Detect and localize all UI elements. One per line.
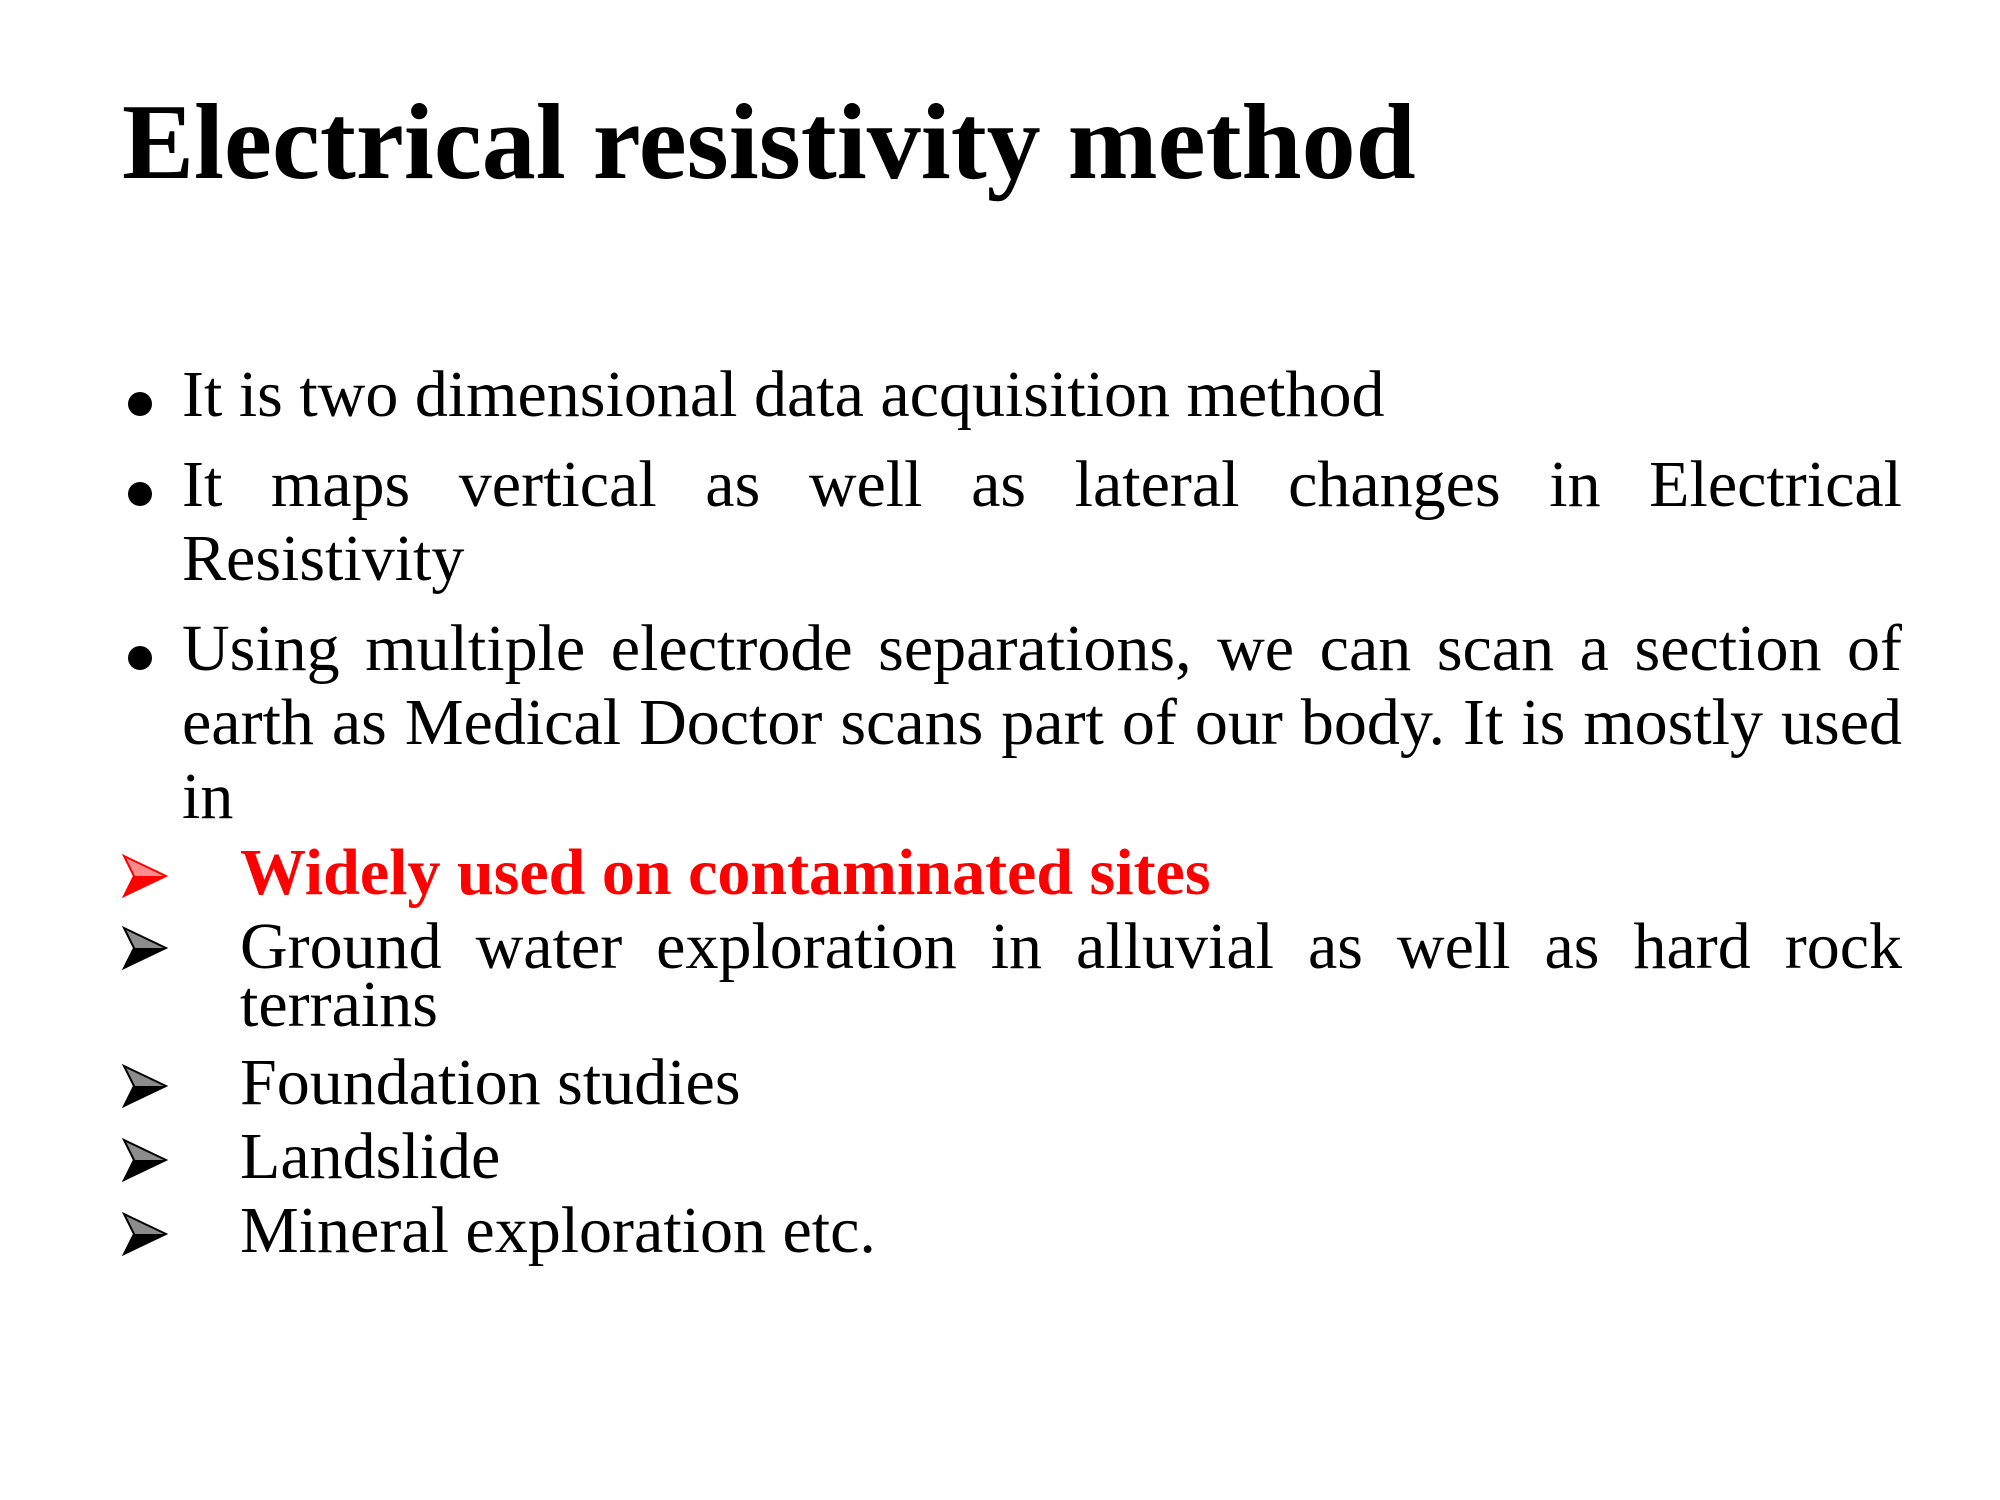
sub-bullet-item: [122, 1046, 1902, 1120]
sub-bullet-item-highlight: [122, 836, 1902, 910]
sub-bullet-list: [122, 836, 1902, 1268]
filled-circle-bullet-icon: [128, 646, 152, 670]
sub-bullet-text: Foundation studies: [240, 1046, 741, 1119]
bullet-item: [122, 448, 1902, 596]
arrowhead-bullet-icon: [122, 926, 168, 970]
arrowhead-bullet-icon: [122, 1212, 168, 1256]
bullet-item: [122, 358, 1902, 432]
sub-bullet-text: Ground water exploration in alluvial as well as hard rock terrains: [240, 910, 1902, 1041]
arrowhead-bullet-icon: [122, 1138, 168, 1182]
arrowhead-bullet-icon: [122, 1064, 168, 1108]
filled-circle-bullet-icon: [128, 482, 152, 506]
bullet-text: It maps vertical as well as lateral changes in Electrical Resistivity: [182, 448, 1902, 595]
sub-bullet-text: Mineral exploration etc.: [240, 1194, 876, 1267]
sub-bullet-item: [122, 1120, 1902, 1194]
filled-circle-bullet-icon: [128, 392, 152, 416]
sub-bullet-text: Widely used on contaminated sites: [240, 836, 1211, 909]
bullet-list: [122, 358, 1902, 850]
slide-title: Electrical resistivity method: [122, 83, 1416, 202]
bullet-text: Using multiple electrode separations, we can scan a section of earth as Medical Doctor scans part of our body. It is mostly used in: [182, 612, 1902, 833]
arrowhead-bullet-icon: [122, 854, 168, 898]
bullet-text: It is two dimensional data acquisition method: [182, 358, 1385, 431]
sub-bullet-text: Landslide: [240, 1120, 501, 1193]
bullet-item: [122, 612, 1902, 834]
sub-bullet-item: [122, 1194, 1902, 1268]
sub-bullet-item: [122, 910, 1902, 1046]
